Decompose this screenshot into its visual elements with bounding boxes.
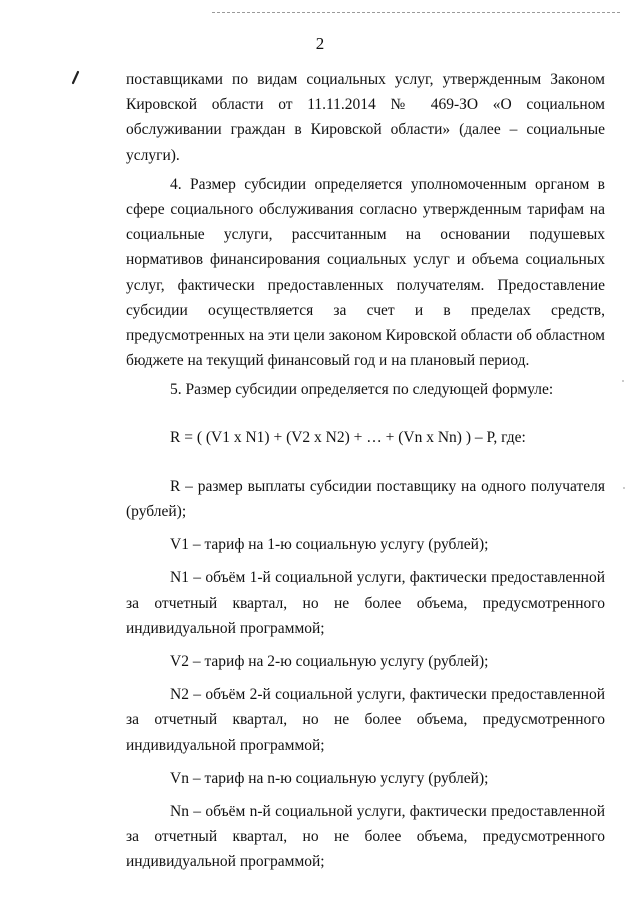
definition-n1: N1 – объём 1-й социальной услуги, фактически предоставленной за отчетный квартал, но не более объема, предусмотренного индивидуальной программой;	[126, 569, 605, 637]
paragraph-continuation: поставщиками по видам социальных услуг, утвержденным Законом Кировской области от 11.11.2014 № 469-ЗО «О социальном обслуживании граждан в Кировской области» (далее – социальные услуги).	[126, 71, 605, 164]
definition-nn: Nn – объём n-й социальной услуги, фактически предоставленной за отчетный квартал, но не более объема, предусмотренного индивидуальной программой;	[126, 803, 605, 871]
definition-r: R – размер выплаты субсидии поставщику на одного получателя (рублей);	[126, 477, 605, 521]
document-body	[126, 67, 605, 875]
definition-vn: Vn – тариф на n-ю социальную услугу (рублей);	[170, 769, 489, 787]
page-number: 2	[315, 34, 325, 53]
paragraph-item-5: 5. Размер субсидии определяется по следующей формуле:	[170, 381, 554, 399]
paragraph-item-4: 4. Размер субсидии определяется уполномоченным органом в сфере социального обслуживания согласно утвержденным тарифам на социальные услуги, рассчитанным на основании подушевых нормативов финансирования социальных услуг и объема социальных услуг, фактически предоставленных получателям. Предоставление субсидии осуществляется за счет и в пределах средств, предусмотренных на эти цели законом Кировской области об областном бюджете на текущий финансовый год и на плановый период.	[126, 175, 605, 370]
scan-artifact-dot	[622, 380, 624, 382]
scan-artifact-dot	[623, 487, 625, 489]
definition-v1: V1 – тариф на 1-ю социальную услугу (рублей);	[170, 536, 489, 554]
definition-v2: V2 – тариф на 2-ю социальную услугу (рублей);	[170, 653, 489, 671]
margin-pen-mark	[70, 70, 80, 86]
subsidy-formula: R = ( (V1 x N1) + (V2 x N2) + … + (Vn x Nn) ) – P, где:	[170, 428, 526, 446]
scan-top-rule	[212, 12, 620, 13]
definition-n2: N2 – объём 2-й социальной услуги, фактически предоставленной за отчетный квартал, но не более объема, предусмотренного индивидуальной программой;	[126, 686, 605, 754]
